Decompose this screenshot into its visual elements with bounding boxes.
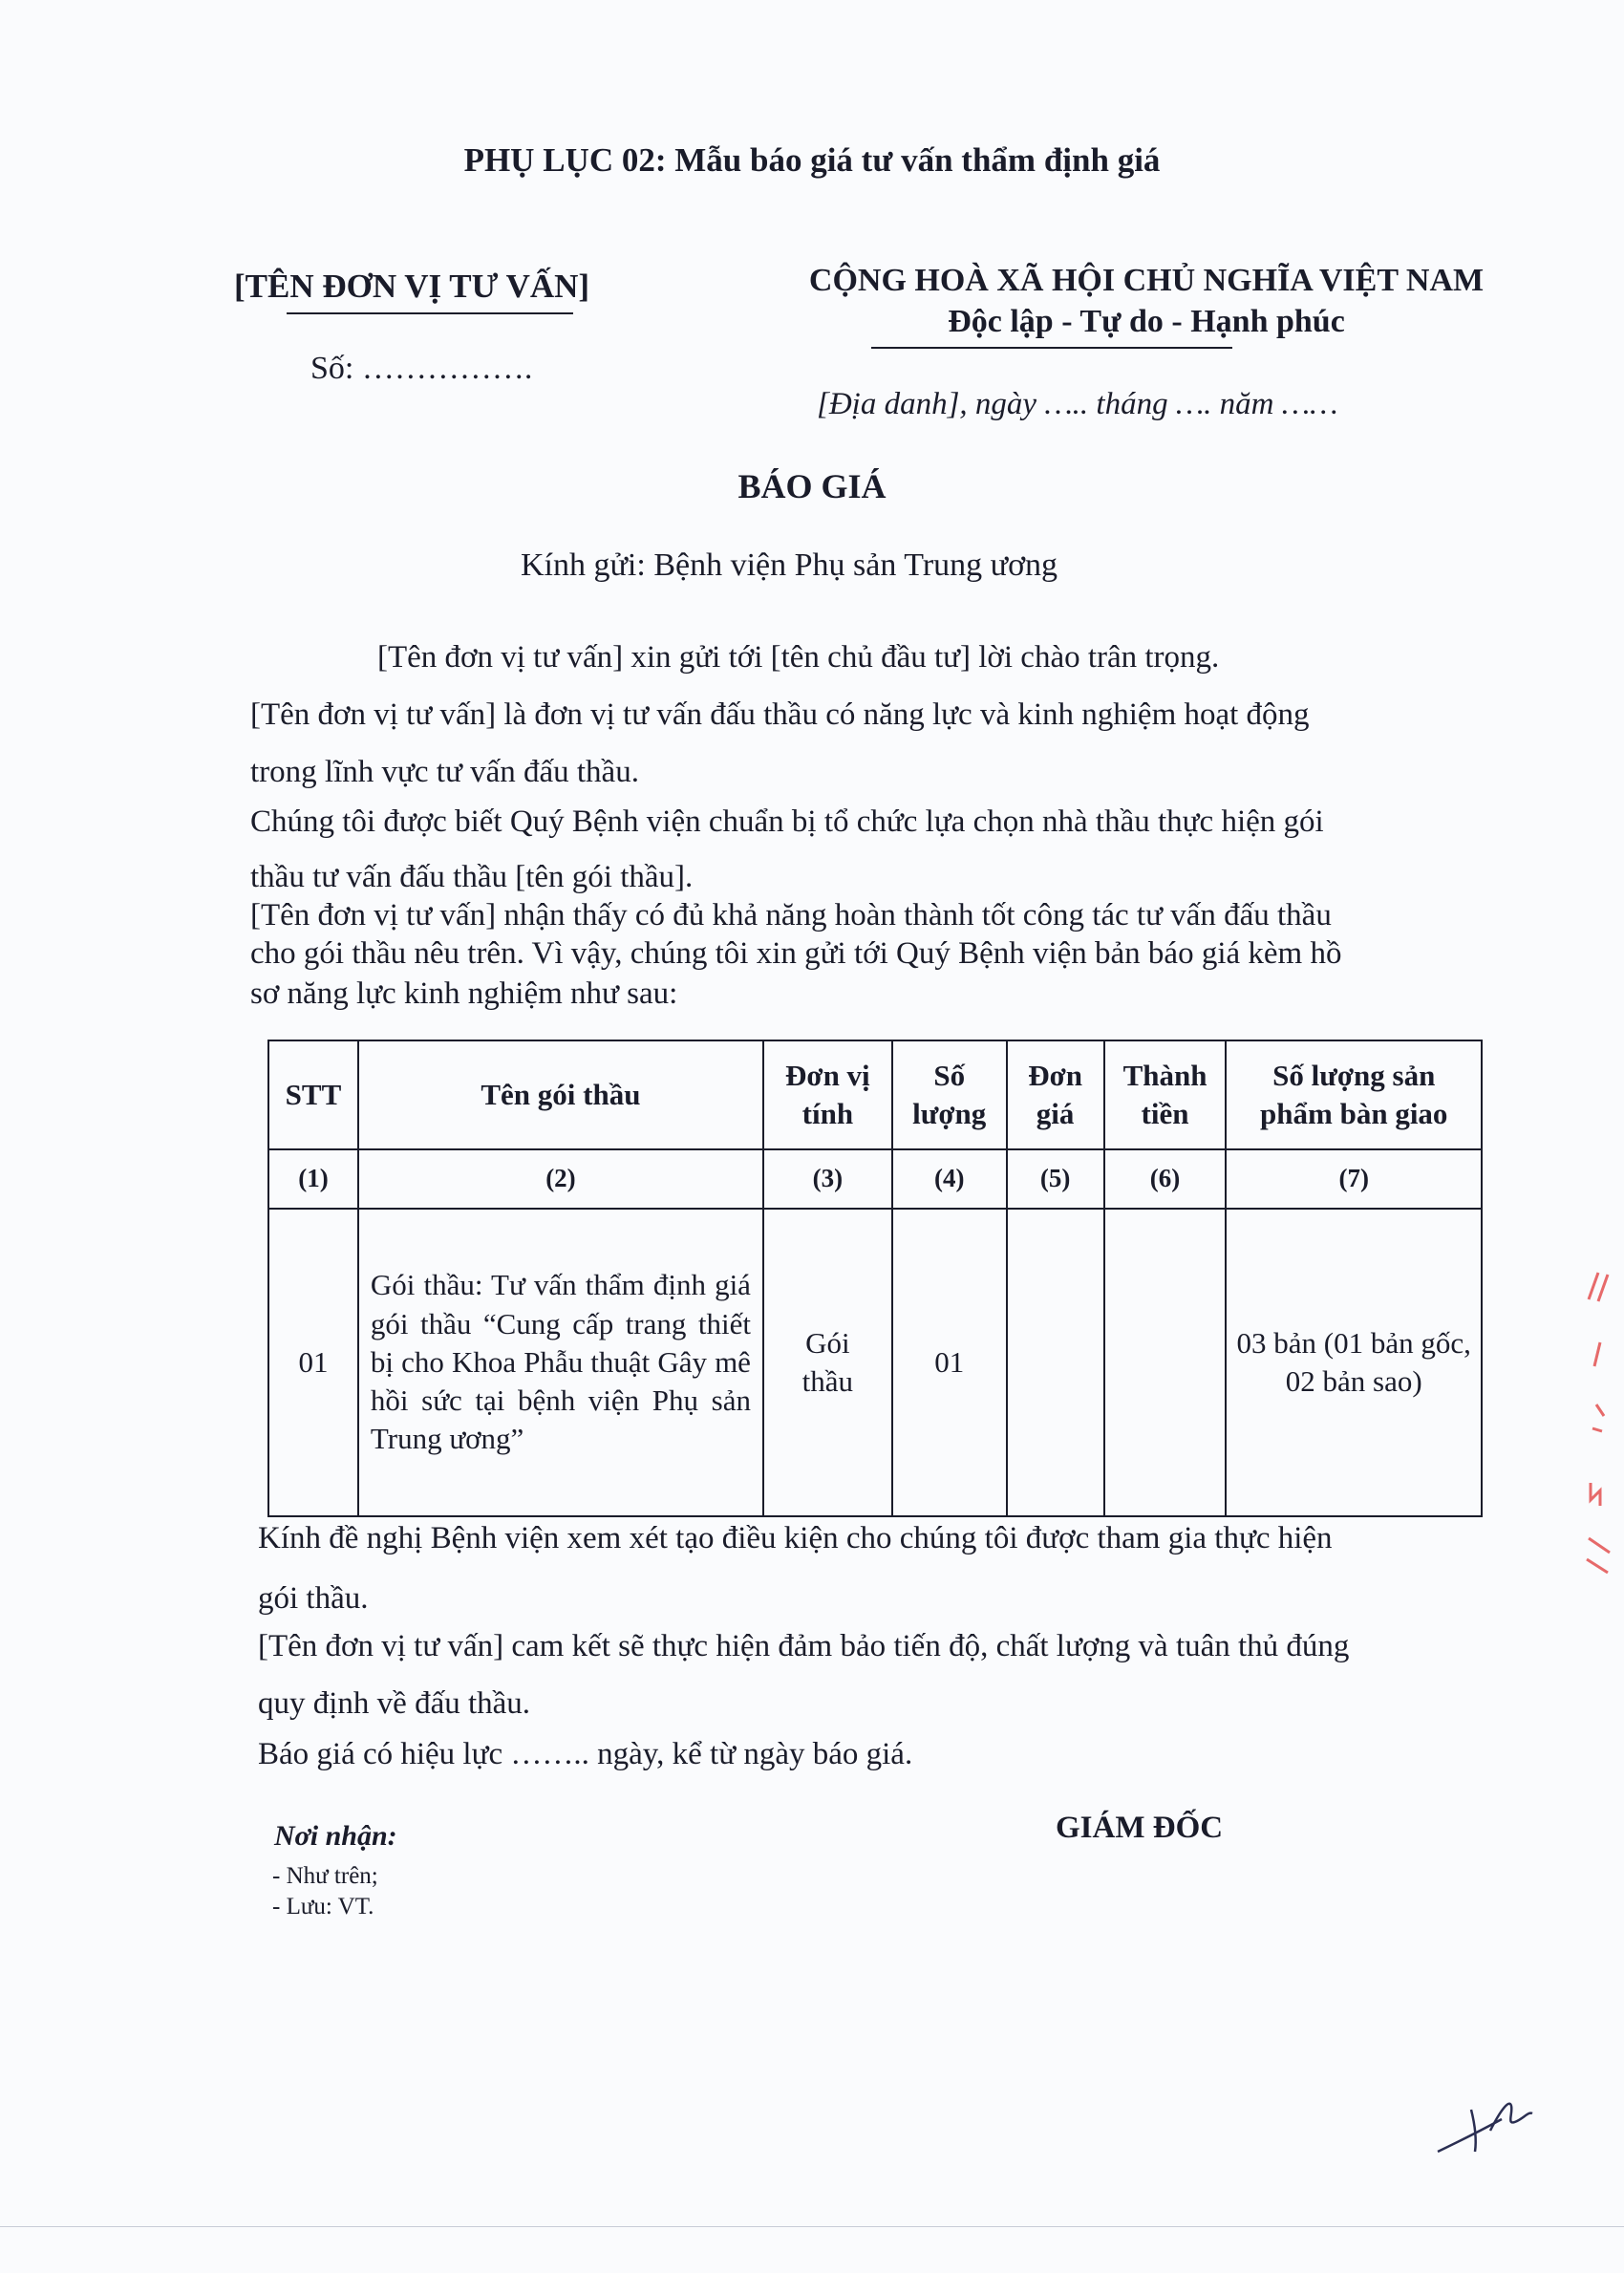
closing-line: [Tên đơn vị tư vấn] cam kết sẽ thực hiện đảm bảo tiến độ, chất lượng và tuân thủ đúng bbox=[258, 1629, 1350, 1663]
addressee: Kính gửi: Bệnh viện Phụ sản Trung ương bbox=[521, 547, 1058, 583]
quote-title: BÁO GIÁ bbox=[737, 467, 887, 505]
body-paragraph-line: [Tên đơn vị tư vấn] là đơn vị tư vấn đấu thầu có năng lực và kinh nghiệm hoạt động bbox=[250, 697, 1310, 732]
place-date: [Địa danh], ngày ….. tháng …. năm …… bbox=[817, 387, 1338, 421]
row-unit-price bbox=[1007, 1209, 1104, 1516]
body-paragraph-greeting: [Tên đơn vị tư vấn] xin gửi tới [tên chủ đầu tư] lời chào trân trọng. bbox=[377, 640, 1220, 675]
signer-title: GIÁM ĐỐC bbox=[1056, 1811, 1224, 1845]
column-number: (1) bbox=[268, 1149, 358, 1209]
national-title: CỘNG HOÀ XÃ HỘI CHỦ NGHĨA VIỆT NAM bbox=[808, 263, 1485, 298]
body-paragraph-line: sơ năng lực kinh nghiệm như sau: bbox=[250, 976, 678, 1011]
column-number: (4) bbox=[892, 1149, 1007, 1209]
column-number: (3) bbox=[763, 1149, 892, 1209]
motto-underline bbox=[871, 347, 1232, 349]
recipients-title: Nơi nhận: bbox=[274, 1820, 397, 1852]
body-paragraph-line: Chúng tôi được biết Quý Bệnh viện chuẩn bị tổ chức lựa chọn nhà thầu thực hiện gói bbox=[250, 804, 1324, 839]
header-deliverables: Số lượng sản phẩm bàn giao bbox=[1226, 1040, 1482, 1149]
header-unit-price: Đơn giá bbox=[1007, 1040, 1104, 1149]
header-quantity: Số lượng bbox=[892, 1040, 1007, 1149]
document-number: Số: ……………. bbox=[310, 351, 533, 386]
quote-table bbox=[267, 1040, 1483, 1517]
scan-edge-line bbox=[0, 2226, 1624, 2227]
table-header-row bbox=[268, 1040, 1482, 1149]
closing-line: gói thầu. bbox=[258, 1581, 369, 1616]
org-name-underline bbox=[287, 312, 573, 314]
closing-line: quy định về đấu thầu. bbox=[258, 1686, 531, 1721]
column-number: (7) bbox=[1226, 1149, 1482, 1209]
header-package-name: Tên gói thầu bbox=[358, 1040, 763, 1149]
row-total bbox=[1104, 1209, 1227, 1516]
national-motto: Độc lập - Tự do - Hạnh phúc bbox=[948, 304, 1345, 339]
row-quantity: 01 bbox=[892, 1209, 1007, 1516]
header-unit: Đơn vị tính bbox=[763, 1040, 892, 1149]
closing-validity: Báo giá có hiệu lực …….. ngày, kể từ ngày báo giá. bbox=[258, 1737, 913, 1771]
table-row bbox=[268, 1209, 1482, 1516]
recipient-item: - Như trên; bbox=[272, 1863, 378, 1889]
body-paragraph-line: [Tên đơn vị tư vấn] nhận thấy có đủ khả năng hoàn thành tốt công tác tư vấn đấu thầu bbox=[250, 898, 1332, 933]
column-number: (5) bbox=[1007, 1149, 1104, 1209]
row-stt: 01 bbox=[268, 1209, 358, 1516]
row-deliverables: 03 bản (01 bản gốc, 02 bản sao) bbox=[1226, 1209, 1482, 1516]
appendix-title: PHỤ LỤC 02: Mẫu báo giá tư vấn thẩm định giá bbox=[463, 141, 1161, 179]
body-paragraph-line: thầu tư vấn đấu thầu [tên gói thầu]. bbox=[250, 860, 694, 894]
body-paragraph-line: cho gói thầu nêu trên. Vì vậy, chúng tôi xin gửi tới Quý Bệnh viện bản báo giá kèm hồ bbox=[250, 936, 1342, 971]
handwritten-initials bbox=[1433, 2092, 1538, 2159]
row-package-name: Gói thầu: Tư vấn thẩm định giá gói thầu “Cung cấp trang thiết bị cho Khoa Phẫu thuật Gây mê hồi sức tại bệnh viện Phụ sản Trung ương” bbox=[358, 1209, 763, 1516]
column-number: (2) bbox=[358, 1149, 763, 1209]
header-total: Thành tiền bbox=[1104, 1040, 1227, 1149]
body-paragraph-line: trong lĩnh vực tư vấn đấu thầu. bbox=[250, 755, 639, 789]
stamp-edge-marks bbox=[1581, 1261, 1619, 1576]
recipient-item: - Lưu: VT. bbox=[272, 1894, 374, 1919]
header-stt: STT bbox=[268, 1040, 358, 1149]
closing-line: Kính đề nghị Bệnh viện xem xét tạo điều kiện cho chúng tôi được tham gia thực hiện bbox=[258, 1521, 1333, 1555]
table-column-number-row bbox=[268, 1149, 1482, 1209]
consultant-org-name: [TÊN ĐƠN VỊ TƯ VẤN] bbox=[234, 268, 590, 305]
row-unit: Gói thầu bbox=[763, 1209, 892, 1516]
column-number: (6) bbox=[1104, 1149, 1227, 1209]
